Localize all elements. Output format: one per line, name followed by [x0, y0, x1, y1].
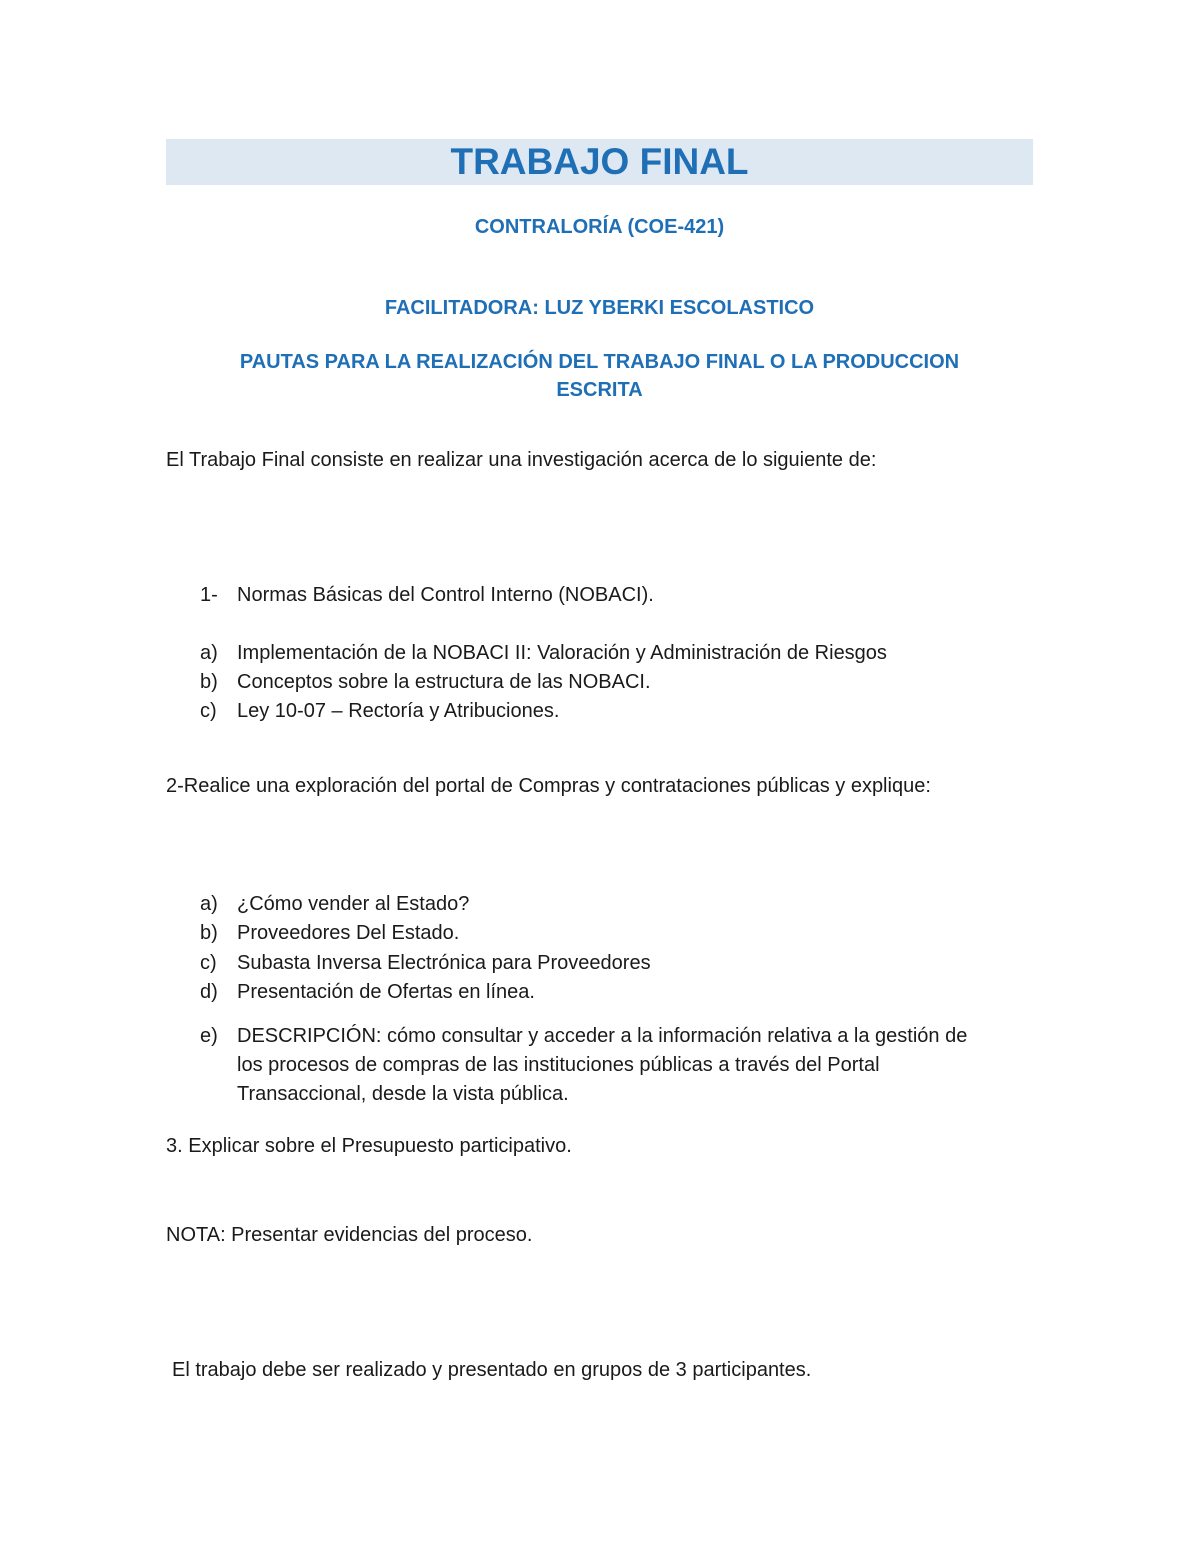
list-item — [200, 890, 1020, 919]
list-item-text: Ley 10-07 – Rectoría y Atribuciones. — [237, 700, 560, 722]
list-item — [200, 949, 1020, 978]
list-marker: a) — [200, 893, 218, 915]
list-item-text: DESCRIPCIÓN: cómo consultar y acceder a la información relativa a la gestión de los procesos de compras de las instituciones públicas a través del Portal Transaccional, desde la vista pública. — [237, 1025, 968, 1105]
list-marker: c) — [200, 700, 217, 722]
note-paragraph: NOTA: Presentar evidencias del proceso. — [166, 1224, 533, 1246]
section3-paragraph: 3. Explicar sobre el Presupuesto participativo. — [166, 1135, 572, 1157]
list-item — [200, 697, 1020, 726]
list-item-text: ¿Cómo vender al Estado? — [237, 893, 470, 915]
list-item-text: Presentación de Ofertas en línea. — [237, 981, 535, 1003]
course-name: CONTRALORÍA (COE-421) — [474, 216, 725, 238]
guidelines-heading: PAUTAS PARA LA REALIZACIÓN DEL TRABAJO FINAL O LA PRODUCCION ESCRITA — [239, 351, 960, 401]
closing-paragraph: El trabajo debe ser realizado y presentado en grupos de 3 participantes. — [172, 1359, 812, 1381]
list-marker: a) — [200, 642, 218, 664]
intro-paragraph: El Trabajo Final consiste en realizar una investigación acerca de lo siguiente de: — [166, 449, 877, 471]
list-marker: b) — [200, 922, 218, 944]
section2-heading: 2-Realice una exploración del portal de Compras y contrataciones públicas y explique: — [166, 775, 931, 797]
list-item-text: Conceptos sobre la estructura de las NOBACI. — [237, 671, 651, 693]
list-item-text: Normas Básicas del Control Interno (NOBACI). — [237, 584, 654, 606]
list-marker: d) — [200, 981, 218, 1003]
list-item — [200, 668, 1020, 697]
list-item-text: Implementación de la NOBACI II: Valoración y Administración de Riesgos — [237, 642, 887, 664]
list-item — [200, 639, 1020, 668]
list-item-text: Proveedores Del Estado. — [237, 922, 460, 944]
list-item — [200, 978, 1020, 1007]
document-title: TRABAJO FINAL — [450, 141, 749, 182]
list-marker: 1- — [200, 584, 218, 606]
list-item-text: Subasta Inversa Electrónica para Proveedores — [237, 952, 651, 974]
list-marker: c) — [200, 952, 217, 974]
section1-heading — [200, 581, 1020, 610]
list-item — [200, 919, 1020, 948]
list-marker: e) — [200, 1025, 218, 1047]
facilitator-name: FACILITADORA: LUZ YBERKI ESCOLASTICO — [384, 297, 815, 319]
list-marker: b) — [200, 671, 218, 693]
list-item — [200, 1022, 1000, 1109]
